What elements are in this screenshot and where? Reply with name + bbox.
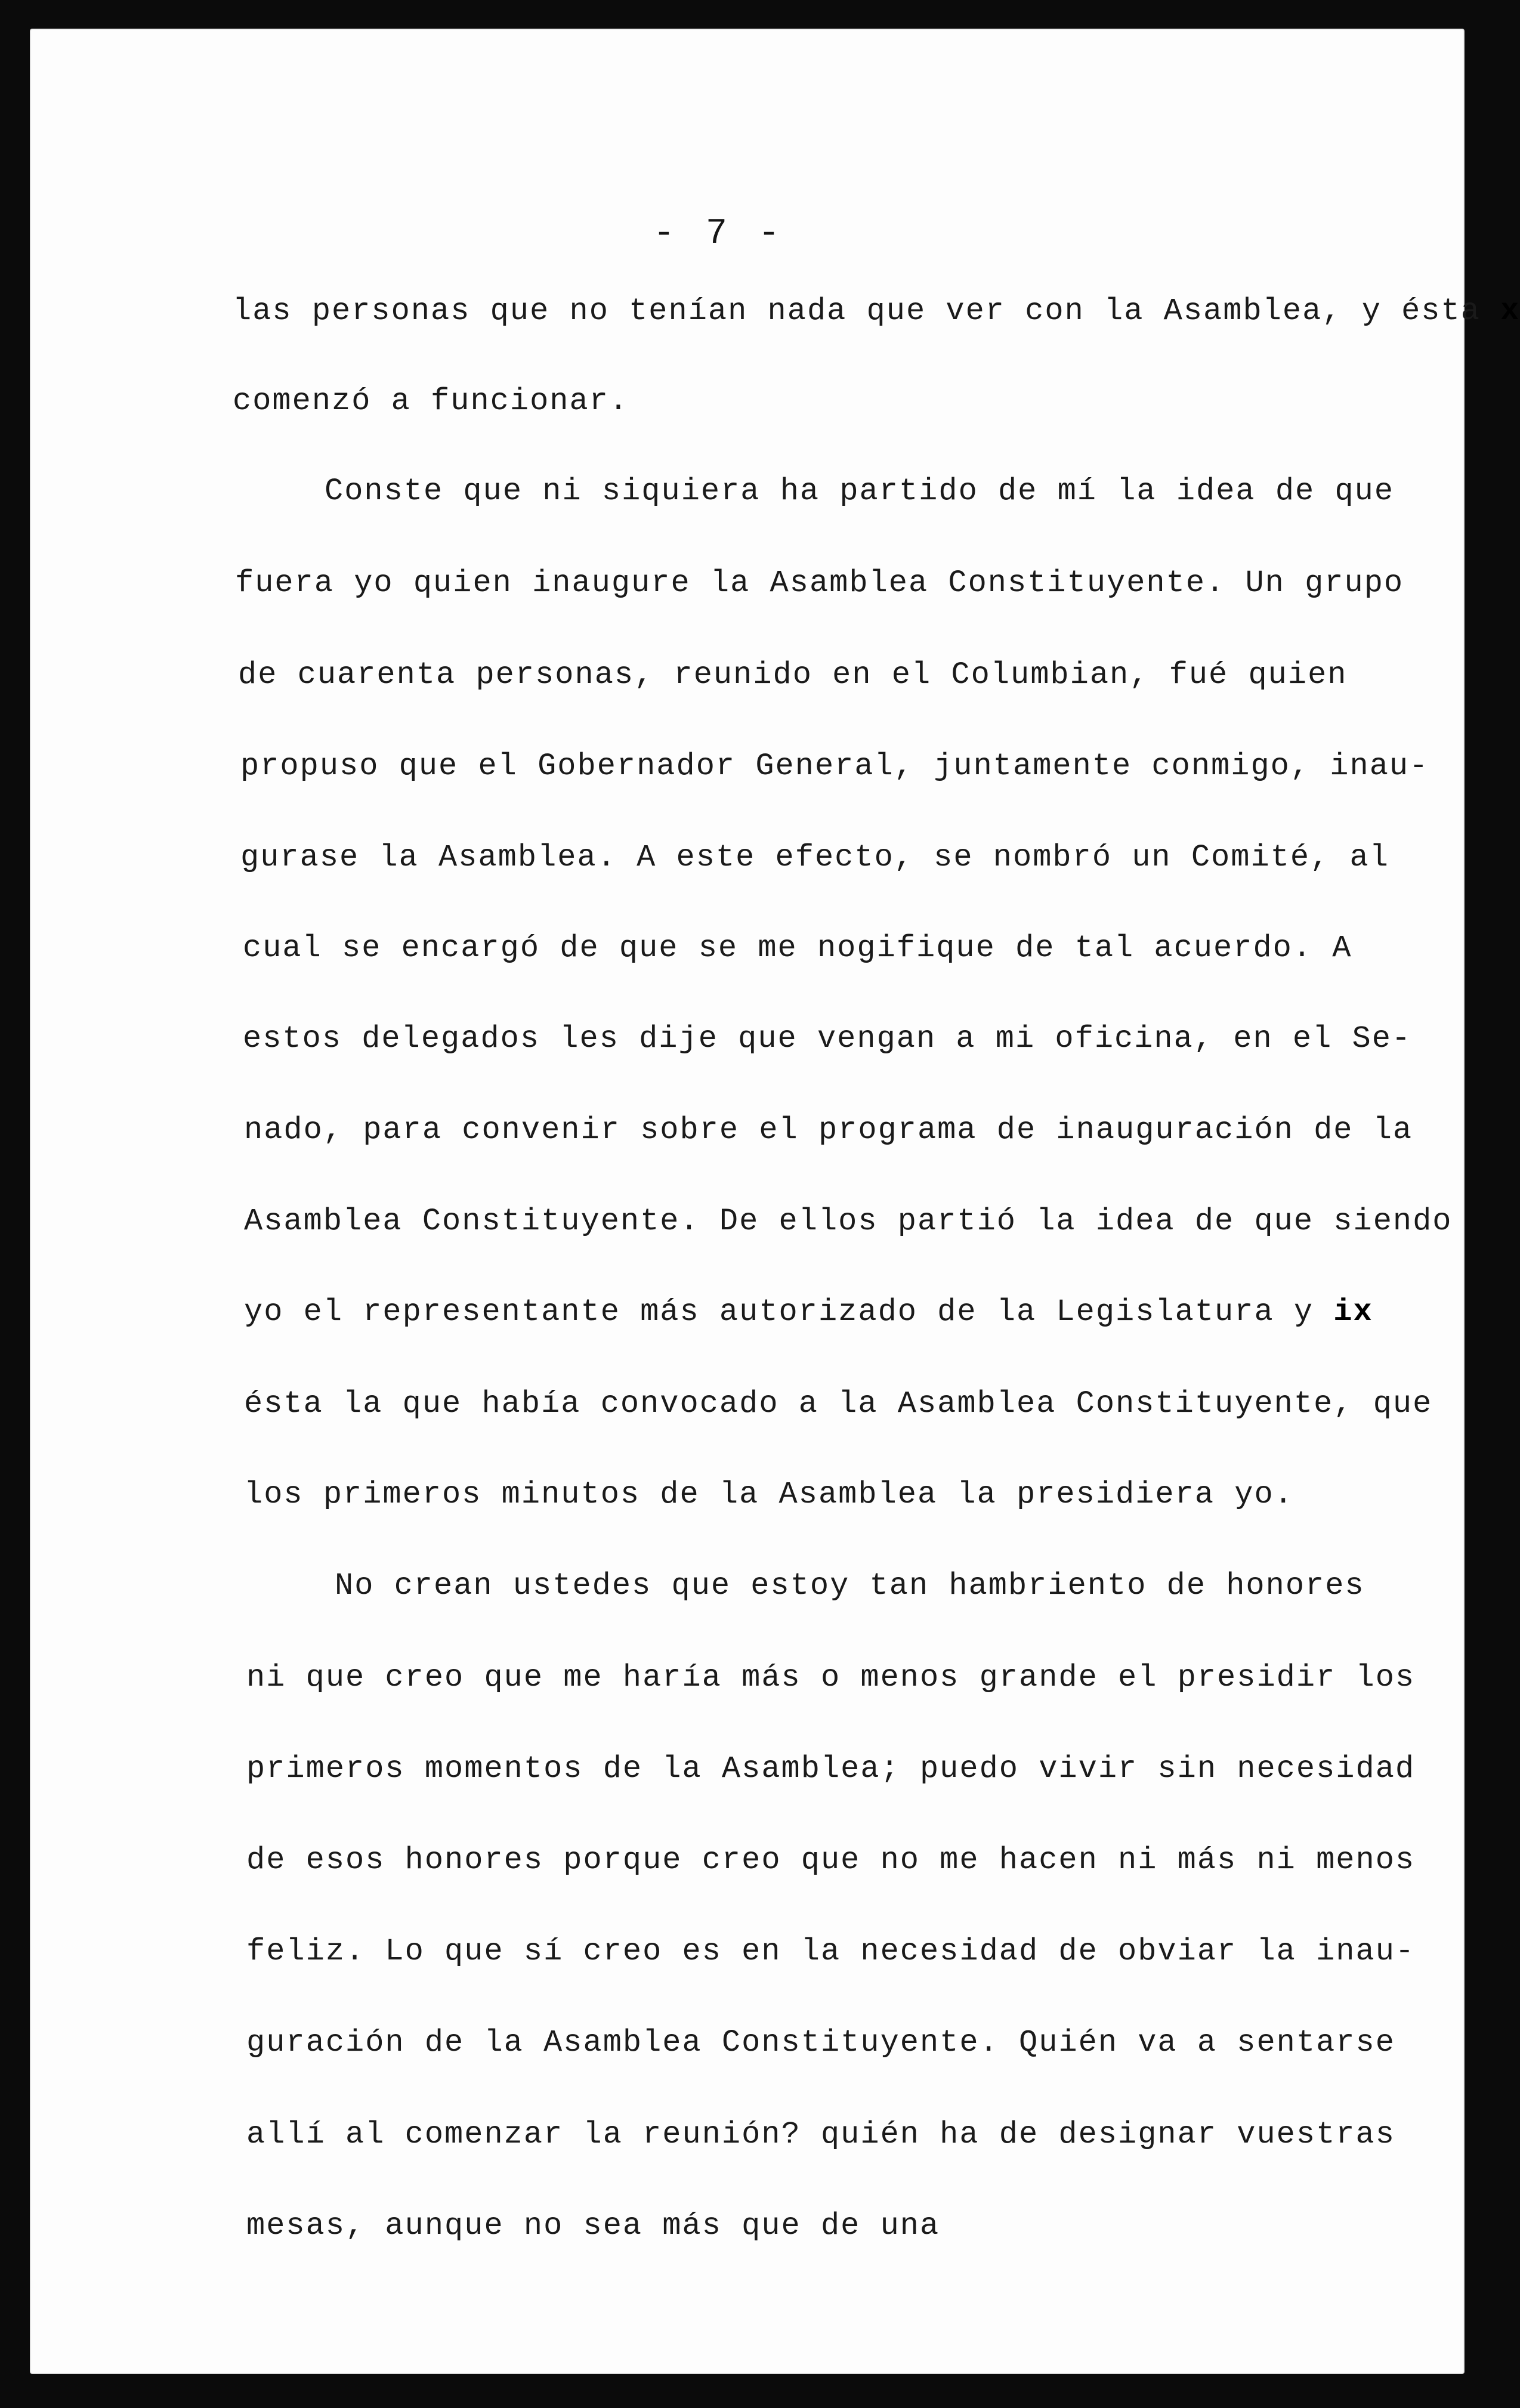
text-line-19 xyxy=(246,1934,1415,1969)
text-line-16 xyxy=(246,1660,1415,1695)
line-text: Conste que ni siquiera ha partido de mí la idea de que xyxy=(325,474,1395,509)
line-text: estos delegados les dije que vengan a mi oficina, en el Se- xyxy=(243,1021,1412,1056)
line-text: fuera yo quien inaugure la Asamblea Constituyente. Un grupo xyxy=(235,565,1404,601)
text-line-5 xyxy=(238,657,1347,693)
line-text: Asamblea Constituyente. De ellos partió la idea de que siendo xyxy=(244,1204,1453,1239)
line-text: las personas que no tenían nada que ver con la Asamblea, y ésta xyxy=(233,293,1481,329)
line-text: No crean ustedes que estoy tan hambriento de honores xyxy=(335,1568,1365,1603)
text-line-2 xyxy=(233,384,629,419)
page-number: - 7 - xyxy=(653,214,785,254)
text-line-20 xyxy=(246,2025,1395,2060)
text-line-7 xyxy=(240,840,1389,875)
line-text: comenzó a funcionar. xyxy=(233,384,629,419)
struck-out-characters: x xyxy=(1500,293,1520,329)
line-text: mesas, aunque no sea más que de una xyxy=(246,2208,940,2243)
text-line-11 xyxy=(244,1204,1453,1239)
text-line-1 xyxy=(233,293,1520,329)
text-line-18 xyxy=(246,1843,1415,1878)
text-line-17 xyxy=(246,1751,1415,1786)
text-line-14 xyxy=(244,1477,1294,1512)
text-line-8 xyxy=(243,931,1352,966)
line-text: los primeros minutos de la Asamblea la presidiera yo. xyxy=(244,1477,1294,1512)
text-line-4 xyxy=(235,565,1404,601)
line-text: guración de la Asamblea Constituyente. Quién va a sentarse xyxy=(246,2025,1395,2060)
line-text: de esos honores porque creo que no me hacen ni más ni menos xyxy=(246,1843,1416,1878)
struck-out-characters: ix xyxy=(1333,1294,1373,1330)
line-text: nado, para convenir sobre el programa de inauguración de la xyxy=(244,1112,1413,1148)
line-text: ésta la que había convocado a la Asamblea Constituyente, que xyxy=(244,1386,1433,1421)
line-text: feliz. Lo que sí creo es en la necesidad de obviar la inau- xyxy=(246,1934,1416,1969)
line-text: propuso que el Gobernador General, juntamente conmigo, inau- xyxy=(240,749,1429,784)
line-text: de cuarenta personas, reunido en el Columbian, fué quien xyxy=(238,657,1348,693)
text-line-15 xyxy=(335,1568,1365,1603)
line-text: allí al comenzar la reunión? quién ha de designar vuestras xyxy=(246,2117,1395,2152)
text-line-22 xyxy=(246,2208,940,2243)
text-line-6 xyxy=(240,749,1429,784)
text-line-10 xyxy=(244,1112,1413,1148)
line-text: ni que creo que me haría más o menos grande el presidir los xyxy=(246,1660,1416,1695)
line-text: gurase la Asamblea. A este efecto, se nombró un Comité, al xyxy=(240,840,1389,875)
line-text: primeros momentos de la Asamblea; puedo vivir sin necesidad xyxy=(246,1751,1416,1786)
line-text: yo el representante más autorizado de la Legislatura y xyxy=(244,1294,1314,1330)
text-line-12 xyxy=(244,1294,1373,1330)
typewritten-page xyxy=(30,29,1520,2374)
text-line-13 xyxy=(244,1386,1432,1421)
text-line-3 xyxy=(325,474,1394,509)
text-line-9 xyxy=(243,1021,1411,1056)
text-line-21 xyxy=(246,2117,1395,2152)
line-text: cual se encargó de que se me nogifique de tal acuerdo. A xyxy=(243,931,1352,966)
